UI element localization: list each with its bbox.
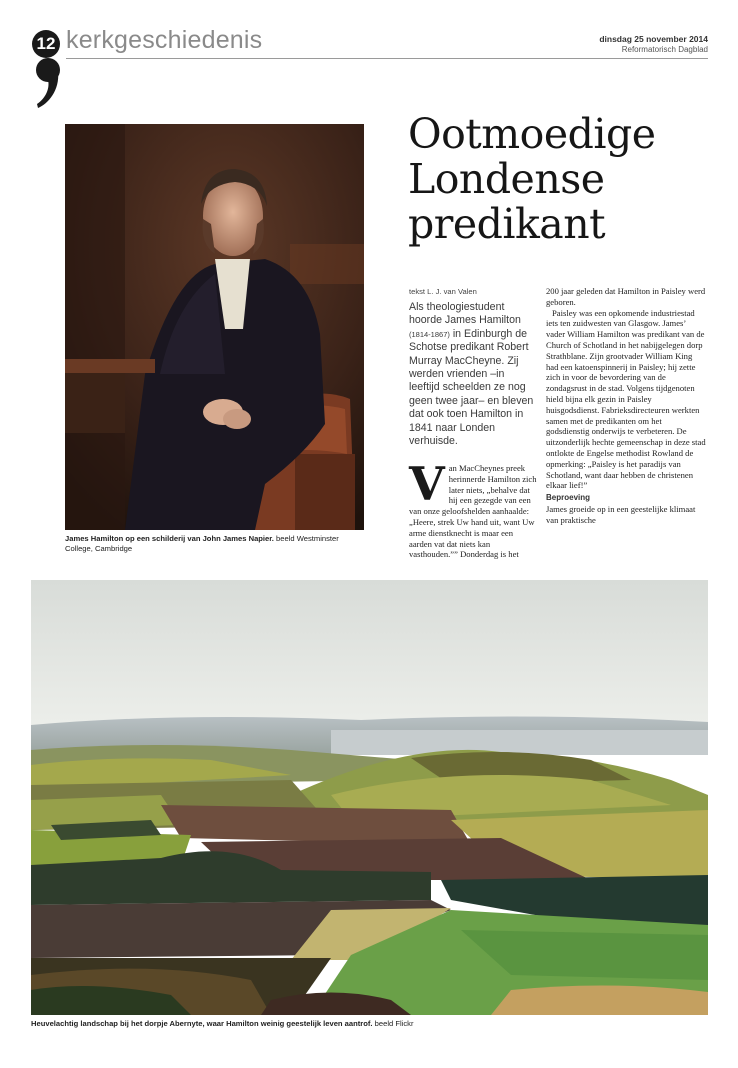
article-column-1 [409, 457, 537, 560]
column-2-paragraph-1: 200 jaar geleden dat Hamilton in Paisley werd geboren. [546, 286, 706, 307]
headline-line-1: Ootmoedige [408, 110, 656, 158]
intro-years: (1814-1867) [409, 329, 450, 339]
landscape-photo-image [31, 580, 708, 1015]
portrait-caption-credit: beeld Westminster College, Cambridge [65, 534, 339, 553]
article-subheading: Beproeving [546, 493, 591, 503]
publication-date: dinsdag 25 november 2014 [599, 34, 708, 44]
landscape-photo-svg [31, 580, 708, 1015]
article-column-2 [546, 286, 706, 526]
article-byline: tekst L. J. van Valen [409, 287, 477, 296]
header-divider [66, 58, 708, 59]
landscape-caption [31, 1019, 711, 1028]
headline-line-2: Londense [408, 155, 605, 203]
landscape-caption-credit: beeld Flickr [374, 1019, 414, 1028]
dropcap-letter: V [409, 457, 445, 511]
column-2-paragraph-2: Paisley was een opkomende industriestad iets ten zuidwesten van Glasgow. James’ vader William Hamilton was predikant van de Church of Schotland in het nabijgelegen dorp Strathblane. Zijn grootvader William King had een katoenspinnerij in Paisley; hij zette zich in voor de bevordering van de zondagsrust in de stad. Volgens tijdgenoten hield bijna elk gezin in Paisley huisgodsdienst. Fabrieksdirecteuren werkten samen met de predikanten om het godsdienstig onderwijs te verbeteren. De uitzonderlijk hechte gemeenschap in deze stad ontlokte de Engelse methodist Rowland de opmerking: „Paisley is het paradijs van Schotland, want daar hebben de christenen elkaar lief!” [546, 307, 706, 491]
page-number-badge: 12 [32, 30, 60, 58]
portrait-painting-image [65, 124, 364, 530]
comma-logo-icon [34, 56, 62, 112]
section-title: kerkgeschiedenis [66, 26, 263, 54]
newspaper-name: Reformatorisch Dagblad [621, 45, 708, 54]
portrait-caption [65, 534, 365, 554]
portrait-painting-svg [65, 124, 364, 530]
article-intro [409, 301, 537, 448]
intro-text-2: in Edinburgh de Schotse predikant Robert Murray MacCheyne. Zij werden vrienden –in leeftijd scheelden ze nog geen twee jaar– en bleven dat ook toen Hamilton in 1841 naar Londen verhuisde. [409, 327, 534, 448]
intro-text-1: Als theologiestudent hoorde James Hamilton [409, 301, 521, 327]
article-headline [408, 112, 718, 247]
column-2-paragraph-3: James groeide op in een geestelijke klimaat van praktische [546, 503, 696, 525]
portrait-caption-text: James Hamilton op een schilderij van John James Napier. [65, 534, 274, 543]
headline-line-3: predikant [408, 200, 606, 248]
column-1-body: an MacCheynes preek herinnerde Hamilton zich later niets, „behalve dat hij een gezegde van een van onze geloofshelden aanhaalde: „Heere, strek Uw hand uit, want Uw arme dienstknecht is maar een aarden vat dat niets kan vasthouden.”” Donderdag is het [409, 463, 537, 560]
landscape-caption-text: Heuvelachtig landschap bij het dorpje Abernyte, waar Hamilton weinig geestelijk leven aantrof. [31, 1019, 373, 1028]
